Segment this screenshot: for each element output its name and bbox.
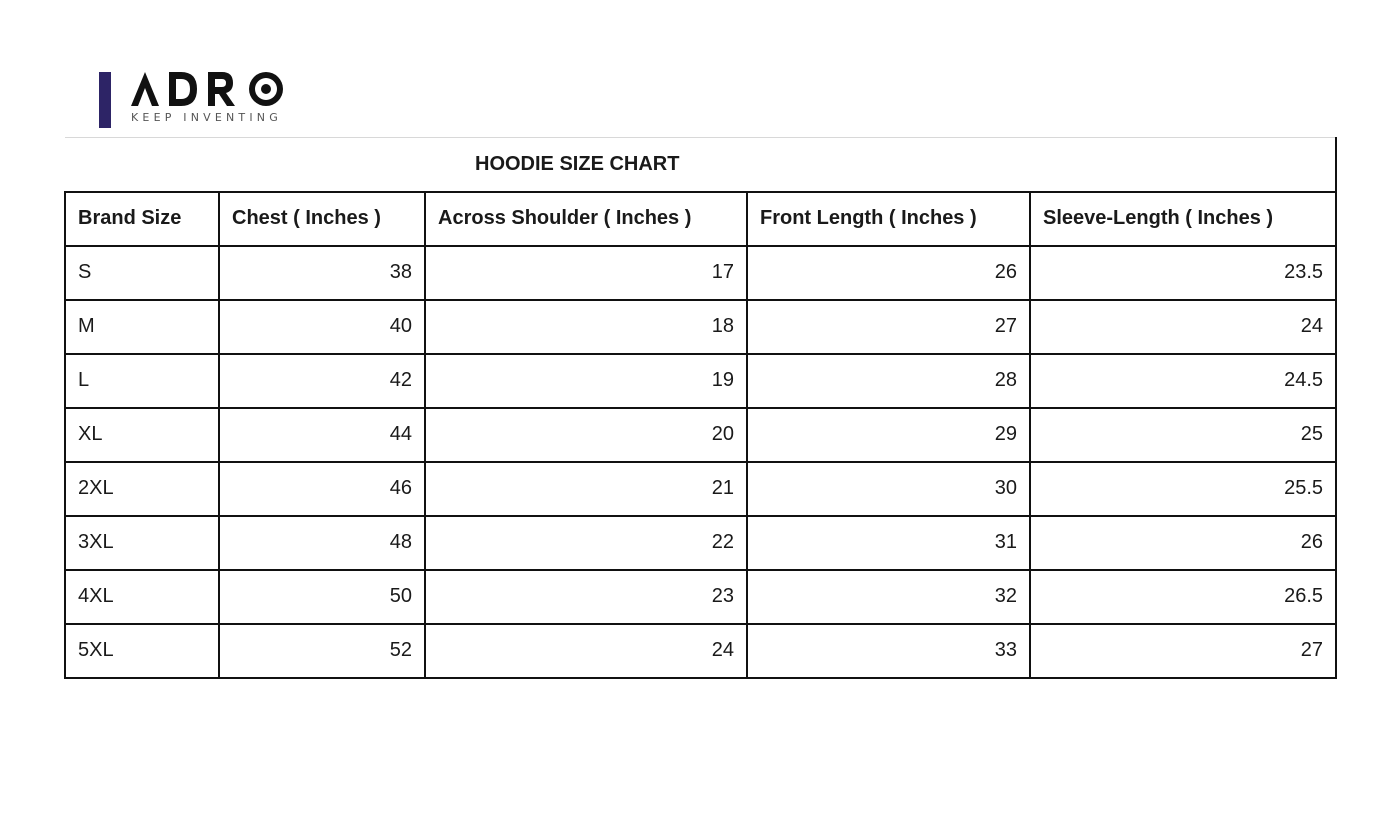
measurement-cell: 26.5 — [1030, 570, 1336, 624]
measurement-cell: 20 — [425, 408, 747, 462]
measurement-cell: 22 — [425, 516, 747, 570]
size-cell: S — [65, 246, 219, 300]
measurement-cell: 24 — [1030, 300, 1336, 354]
table-row — [65, 624, 1336, 678]
column-header: Brand Size — [65, 192, 219, 246]
table-row — [65, 300, 1336, 354]
measurement-cell: 40 — [219, 300, 425, 354]
measurement-cell: 30 — [747, 462, 1030, 516]
measurement-cell: 26 — [1030, 516, 1336, 570]
measurement-cell: 42 — [219, 354, 425, 408]
measurement-cell: 25 — [1030, 408, 1336, 462]
measurement-cell: 52 — [219, 624, 425, 678]
table-row — [65, 408, 1336, 462]
measurement-cell: 21 — [425, 462, 747, 516]
measurement-cell: 48 — [219, 516, 425, 570]
table-row — [65, 354, 1336, 408]
brand-tagline: KEEP INVENTING — [131, 111, 282, 124]
table-header-row — [65, 192, 1336, 246]
table-title: HOODIE SIZE CHART — [65, 138, 1336, 192]
size-cell: L — [65, 354, 219, 408]
measurement-cell: 38 — [219, 246, 425, 300]
measurement-cell: 24 — [425, 624, 747, 678]
measurement-cell: 23.5 — [1030, 246, 1336, 300]
measurement-cell: 46 — [219, 462, 425, 516]
measurement-cell: 31 — [747, 516, 1030, 570]
table-row — [65, 570, 1336, 624]
table-title-row — [65, 138, 1336, 192]
logo-accent-bar — [99, 72, 111, 128]
size-cell: 5XL — [65, 624, 219, 678]
measurement-cell: 17 — [425, 246, 747, 300]
measurement-cell: 29 — [747, 408, 1030, 462]
measurement-cell: 24.5 — [1030, 354, 1336, 408]
measurement-cell: 23 — [425, 570, 747, 624]
column-header: Sleeve-Length ( Inches ) — [1030, 192, 1336, 246]
column-header: Chest ( Inches ) — [219, 192, 425, 246]
measurement-cell: 19 — [425, 354, 747, 408]
measurement-cell: 27 — [1030, 624, 1336, 678]
size-cell: XL — [65, 408, 219, 462]
measurement-cell: 26 — [747, 246, 1030, 300]
measurement-cell: 27 — [747, 300, 1030, 354]
size-cell: 3XL — [65, 516, 219, 570]
measurement-cell: 50 — [219, 570, 425, 624]
table-row — [65, 516, 1336, 570]
table-row — [65, 246, 1336, 300]
measurement-cell: 18 — [425, 300, 747, 354]
measurement-cell: 44 — [219, 408, 425, 462]
size-cell: M — [65, 300, 219, 354]
table-row — [65, 462, 1336, 516]
size-cell: 4XL — [65, 570, 219, 624]
column-header: Front Length ( Inches ) — [747, 192, 1030, 246]
measurement-cell: 25.5 — [1030, 462, 1336, 516]
size-chart-table — [64, 137, 1337, 679]
measurement-cell: 28 — [747, 354, 1030, 408]
measurement-cell: 32 — [747, 570, 1030, 624]
size-cell: 2XL — [65, 462, 219, 516]
brand-logo — [99, 70, 299, 128]
adro-wordmark-icon — [129, 70, 289, 110]
column-header: Across Shoulder ( Inches ) — [425, 192, 747, 246]
measurement-cell: 33 — [747, 624, 1030, 678]
